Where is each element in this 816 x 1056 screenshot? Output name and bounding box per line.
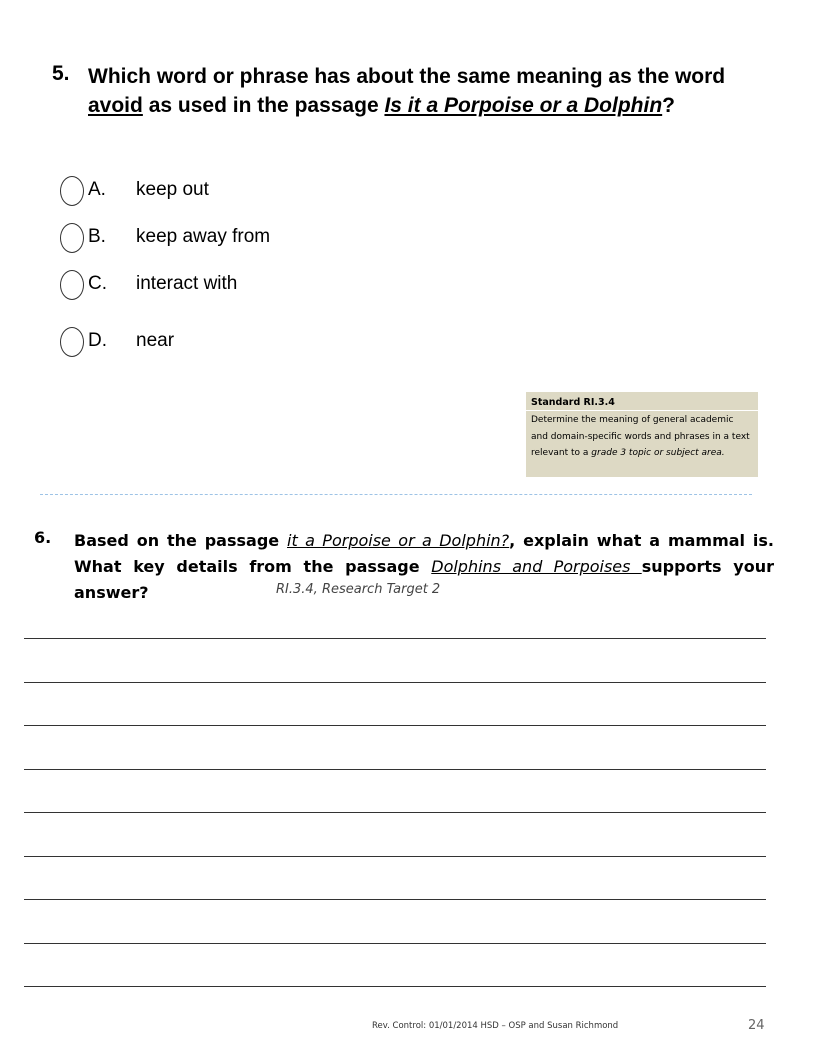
answer-bubble-c[interactable] (60, 270, 84, 300)
question-6-passage2: Dolphins and Porpoises (431, 557, 642, 576)
question-5-text-end: ? (662, 94, 675, 117)
question-5-text-part2: as used in the passage (142, 94, 385, 117)
standard-heading: Standard RI.3.4 (526, 392, 758, 411)
question-5-number: 5. (52, 62, 70, 85)
standard-body-italic: grade 3 topic or subject area. (591, 448, 725, 458)
rev-control-footer: Rev. Control: 01/01/2014 HSD – OSP and Susan Richmond (372, 1021, 619, 1031)
question-6-text-part3: supports your answer? (74, 557, 774, 602)
answer-line[interactable] (24, 638, 766, 639)
answer-line[interactable] (24, 986, 766, 987)
option-a[interactable] (60, 174, 460, 208)
answer-line[interactable] (24, 812, 766, 813)
question-5-passage-title: Is it a Porpoise or a Dolphin (384, 94, 663, 117)
question-6-text-part2: , explain what a mammal is. What key details from the passage (74, 531, 774, 576)
answer-line[interactable] (24, 682, 766, 683)
question-6-number: 6. (34, 528, 52, 547)
question-5-keyword: avoid (88, 94, 143, 117)
option-b[interactable] (60, 221, 460, 255)
answer-line[interactable] (24, 943, 766, 944)
answer-line[interactable] (24, 725, 766, 726)
option-d-text: near (136, 330, 175, 351)
option-b-letter: B. (88, 226, 106, 247)
page-number: 24 (748, 1018, 765, 1033)
option-d-letter: D. (88, 330, 107, 351)
question-6-reference: RI.3.4, Research Target 2 (276, 582, 441, 597)
standard-description (526, 411, 758, 462)
answer-line[interactable] (24, 856, 766, 857)
option-a-text: keep out (136, 179, 209, 200)
option-b-text: keep away from (136, 226, 271, 247)
question-5-prompt (88, 62, 758, 120)
answer-bubble-d[interactable] (60, 327, 84, 357)
section-divider (40, 494, 752, 495)
option-c-letter: C. (88, 273, 107, 294)
option-c[interactable] (60, 268, 460, 302)
question-6-text-part1: Based on the passage (74, 531, 287, 550)
answer-line[interactable] (24, 769, 766, 770)
answer-line[interactable] (24, 899, 766, 900)
standard-body-text: Determine the meaning of general academic and domain-specific words and phrases in a text relevant to a (531, 415, 750, 458)
option-a-letter: A. (88, 179, 106, 200)
answer-bubble-b[interactable] (60, 223, 84, 253)
option-c-text: interact with (136, 273, 238, 294)
answer-bubble-a[interactable] (60, 176, 84, 206)
answer-lines[interactable] (24, 638, 766, 998)
option-d[interactable] (60, 325, 460, 359)
question-5-text-part1: Which word or phrase has about the same meaning as the word (88, 65, 726, 88)
question-6-passage1: it a Porpoise or a Dolphin? (287, 531, 510, 550)
standard-box (526, 392, 758, 477)
